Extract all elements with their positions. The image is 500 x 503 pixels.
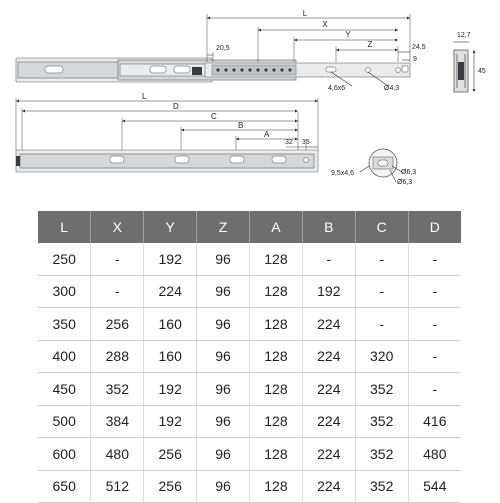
table-cell: 96: [197, 373, 250, 406]
table-row: [38, 373, 461, 406]
table-cell: 352: [91, 373, 144, 406]
table-cell: -: [302, 243, 355, 275]
callout-slot: 4,6x6: [328, 85, 346, 92]
table-cell: 224: [302, 308, 355, 341]
table-cell: 400: [38, 340, 91, 373]
dim-A: A: [264, 130, 270, 139]
table-cell: -: [91, 243, 144, 275]
ball-cage: [212, 65, 296, 75]
table-cell: 224: [144, 275, 197, 308]
table-cell: 600: [38, 438, 91, 471]
table-cell: 96: [197, 275, 250, 308]
table-cell: 192: [144, 405, 197, 438]
table-cell: 480: [91, 438, 144, 471]
table-cell: 256: [144, 470, 197, 503]
table-header-row: [38, 211, 461, 243]
table-row: [38, 405, 461, 438]
table-row: [38, 340, 461, 373]
table-cell: 224: [302, 438, 355, 471]
table-cell: -: [355, 243, 408, 275]
table-cell: 128: [250, 243, 303, 275]
dim-24-5: 24,5: [412, 44, 426, 51]
table-cell: -: [408, 373, 461, 406]
section-height: 45: [478, 68, 486, 75]
table-cell: 416: [408, 405, 461, 438]
bottom-view: [16, 92, 318, 172]
table-cell: 250: [38, 243, 91, 275]
table-cell: 160: [144, 340, 197, 373]
table-cell: 512: [91, 470, 144, 503]
table-cell: 128: [250, 340, 303, 373]
table-cell: -: [355, 275, 408, 308]
table-cell: -: [408, 340, 461, 373]
table-row: [38, 308, 461, 341]
dim-B: B: [238, 121, 244, 130]
table-cell: 352: [355, 470, 408, 503]
table-row: [38, 243, 461, 275]
table-row: [38, 275, 461, 308]
column-header: Y: [144, 211, 197, 243]
table-cell: 320: [355, 340, 408, 373]
table-cell: 352: [355, 373, 408, 406]
table-cell: 160: [144, 308, 197, 341]
table-cell: 96: [197, 340, 250, 373]
table-cell: 352: [355, 438, 408, 471]
table-cell: -: [408, 243, 461, 275]
dim-9: 9: [413, 56, 417, 63]
column-header: C: [355, 211, 408, 243]
table-cell: 300: [38, 275, 91, 308]
table-cell: 128: [250, 308, 303, 341]
technical-drawing: [0, 0, 500, 210]
table-cell: 128: [250, 405, 303, 438]
table-cell: 96: [197, 308, 250, 341]
dim-D: D: [173, 102, 179, 111]
column-header: D: [408, 211, 461, 243]
dim-20-5: 20,5: [216, 45, 230, 52]
table-cell: 96: [197, 438, 250, 471]
section-width: 12,7: [457, 32, 471, 39]
table-cell: 256: [144, 438, 197, 471]
table-cell: 224: [302, 470, 355, 503]
detail-hole-1: Ø6,3: [401, 169, 417, 176]
table-cell: 128: [250, 373, 303, 406]
dim-X: X: [322, 20, 328, 29]
table-cell: 128: [250, 438, 303, 471]
table-cell: 224: [302, 340, 355, 373]
table-cell: 480: [408, 438, 461, 471]
detail-hole-2: Ø6,3: [397, 179, 413, 186]
table-cell: 192: [144, 243, 197, 275]
column-header: X: [91, 211, 144, 243]
dim-35: 35: [302, 139, 310, 146]
table-cell: -: [408, 308, 461, 341]
dim-C: C: [211, 112, 217, 121]
table-cell: 450: [38, 373, 91, 406]
table-cell: 352: [355, 405, 408, 438]
table-row: [38, 470, 461, 503]
table-cell: 256: [91, 308, 144, 341]
column-header: B: [302, 211, 355, 243]
section-view: [453, 32, 486, 92]
table-cell: 350: [38, 308, 91, 341]
table-cell: 384: [91, 405, 144, 438]
table-cell: 500: [38, 405, 91, 438]
table-cell: 544: [408, 470, 461, 503]
column-header: Z: [197, 211, 250, 243]
table-cell: 128: [250, 470, 303, 503]
detail-slot: 9,5x4,6: [331, 170, 354, 177]
dim-Z: Z: [367, 40, 373, 49]
dim-32: 32: [285, 139, 293, 146]
table-cell: 96: [197, 470, 250, 503]
column-header: L: [38, 211, 91, 243]
table-row: [38, 438, 461, 471]
dim-Y: Y: [345, 30, 351, 39]
table-cell: -: [408, 275, 461, 308]
column-header: A: [250, 211, 303, 243]
table-cell: 192: [144, 373, 197, 406]
table-cell: -: [91, 275, 144, 308]
table-cell: -: [355, 308, 408, 341]
top-view: [16, 9, 426, 92]
table-cell: 288: [91, 340, 144, 373]
table-cell: 224: [302, 373, 355, 406]
table-cell: 96: [197, 405, 250, 438]
table-cell: 224: [302, 405, 355, 438]
detail-view: [331, 149, 416, 186]
dim-L-bottom: L: [142, 92, 147, 101]
callout-hole: Ø4,3: [384, 85, 400, 92]
table-cell: 128: [250, 275, 303, 308]
dim-L-top: L: [302, 9, 308, 18]
table-cell: 96: [197, 243, 250, 275]
dimensions-table: [38, 211, 461, 503]
table-cell: 192: [302, 275, 355, 308]
table-cell: 650: [38, 470, 91, 503]
